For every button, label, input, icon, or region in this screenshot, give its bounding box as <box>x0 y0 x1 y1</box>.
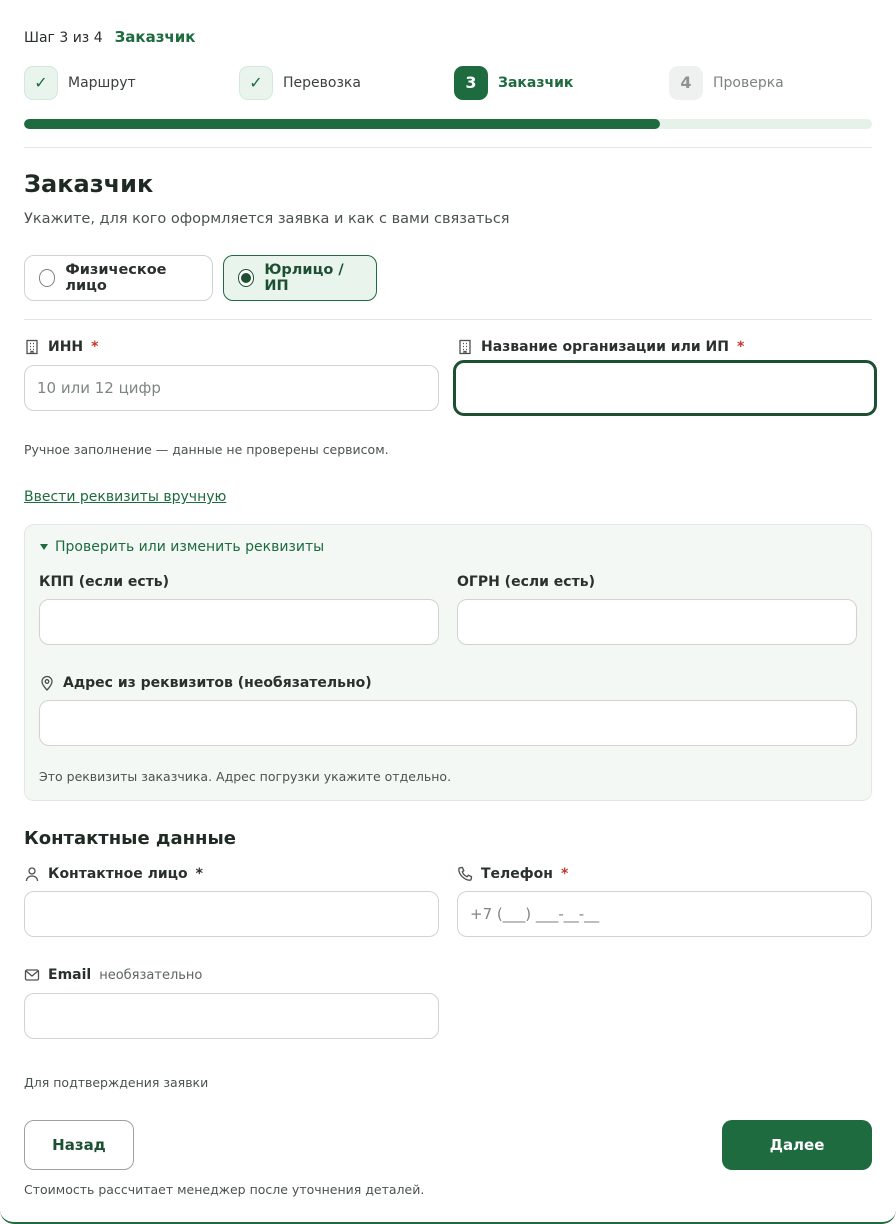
ogrn-label <box>457 574 595 590</box>
address-label <box>39 675 372 691</box>
radio-checked-icon <box>238 269 254 287</box>
required-mark: * <box>736 339 745 355</box>
org-name-label <box>457 339 744 355</box>
address-label-text: Адрес из реквизитов (необязательно) <box>63 675 372 691</box>
requisites-panel <box>24 524 872 801</box>
user-icon <box>24 866 40 882</box>
inn-label <box>24 339 98 355</box>
inn-label-text: ИНН <box>48 339 84 355</box>
requisites-toggle[interactable] <box>39 539 324 555</box>
check-icon: ✓ <box>239 66 273 100</box>
step-header <box>24 28 195 46</box>
contact-person-label <box>24 866 203 882</box>
ogrn-input[interactable] <box>457 599 857 645</box>
email-note: Для подтверждения заявки <box>24 1075 209 1090</box>
mail-icon <box>24 967 40 983</box>
divider <box>24 147 872 148</box>
email-optional-tag: необязательно <box>99 967 203 983</box>
kpp-label <box>39 574 169 590</box>
check-icon: ✓ <box>24 66 58 100</box>
contact-person-label-text: Контактное лицо <box>48 866 188 882</box>
step-counter: Шаг 3 из 4 <box>24 30 103 46</box>
customer-type-individual-label: Физическое лицо <box>65 262 167 294</box>
progress-bar <box>24 119 872 129</box>
inn-input[interactable] <box>24 365 439 411</box>
step-route-label: Маршрут <box>68 74 136 91</box>
step-customer-label: Заказчик <box>498 74 574 91</box>
building-icon <box>24 339 40 355</box>
kpp-label-text: КПП (если есть) <box>39 574 170 590</box>
triangle-down-icon <box>39 542 49 552</box>
org-name-label-text: Название организации или ИП <box>481 339 729 355</box>
email-label <box>24 967 202 983</box>
email-label-text: Email <box>48 967 92 983</box>
customer-type-company-label: Юрлицо / ИП <box>264 262 344 294</box>
next-button[interactable]: Далее <box>722 1120 872 1170</box>
address-input[interactable] <box>39 700 857 746</box>
phone-icon <box>457 866 473 882</box>
contact-person-input[interactable] <box>24 891 439 937</box>
requisites-toggle-label: Проверить или изменить реквизиты <box>55 539 325 555</box>
phone-label-text: Телефон <box>481 866 553 882</box>
kpp-input[interactable] <box>39 599 439 645</box>
back-button[interactable]: Назад <box>24 1120 134 1170</box>
manual-entry-link[interactable]: Ввести реквизиты вручную <box>24 489 227 505</box>
page-subtitle: Укажите, для кого оформляется заявка и как с вами связаться <box>24 211 510 227</box>
step-review <box>669 65 784 100</box>
page-title: Заказчик <box>24 170 154 198</box>
progress-fill <box>24 119 660 129</box>
required-mark: * <box>195 866 203 882</box>
step-customer <box>454 65 573 100</box>
step-number-badge: 3 <box>454 66 488 100</box>
org-name-input[interactable] <box>453 360 877 416</box>
ogrn-label-text: ОГРН (если есть) <box>457 574 595 590</box>
requisites-note: Это реквизиты заказчика. Адрес погрузки укажите отдельно. <box>39 769 452 784</box>
customer-type-company[interactable] <box>223 255 377 301</box>
map-pin-icon <box>39 675 55 691</box>
building-icon <box>457 339 473 355</box>
required-mark: * <box>91 339 99 355</box>
email-input[interactable] <box>24 993 439 1039</box>
step-transport[interactable] <box>239 65 361 100</box>
required-mark: * <box>560 866 569 882</box>
cost-note: Стоимость рассчитает менеджер после уточнения деталей. <box>24 1182 425 1197</box>
radio-icon <box>39 269 55 287</box>
manual-entry-note: Ручное заполнение — данные не проверены сервисом. <box>24 442 389 457</box>
step-route[interactable] <box>24 65 136 100</box>
phone-label <box>457 866 568 882</box>
divider <box>24 319 872 320</box>
current-step-title: Заказчик <box>114 28 196 46</box>
step-transport-label: Перевозка <box>283 74 361 91</box>
phone-input[interactable] <box>457 891 872 937</box>
step-number-badge: 4 <box>669 66 703 100</box>
step-review-label: Проверка <box>713 74 784 91</box>
contacts-title: Контактные данные <box>24 828 236 849</box>
customer-type-individual[interactable] <box>24 255 213 301</box>
